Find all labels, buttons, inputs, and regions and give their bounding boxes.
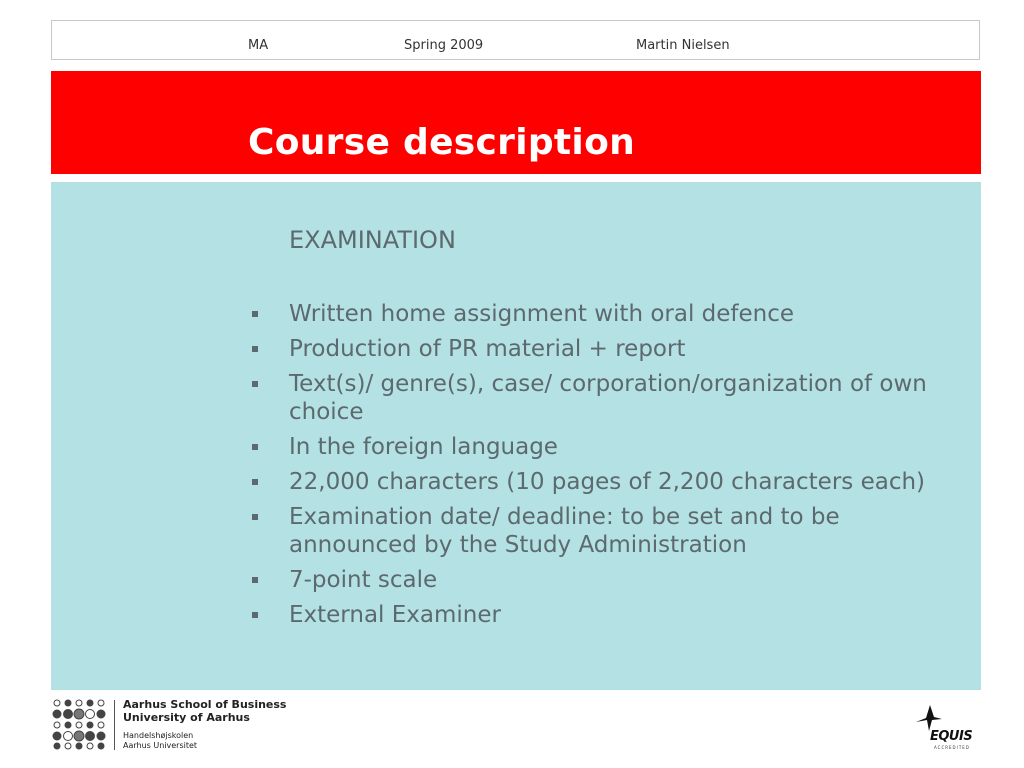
header-term: Spring 2009 (404, 38, 484, 53)
bullet-item (248, 468, 948, 496)
bullet-item (248, 566, 948, 594)
bullet-list (248, 300, 948, 636)
bullet-item (248, 503, 948, 559)
dots-logo-icon (51, 698, 107, 750)
square-bullet-icon (252, 612, 258, 618)
school-danish-line1: Handelshøjskolen (123, 731, 194, 740)
header-author: Martin Nielsen (636, 38, 730, 53)
school-name-line1: Aarhus School of Business (123, 698, 287, 711)
square-bullet-icon (252, 577, 258, 583)
square-bullet-icon (252, 381, 258, 387)
bullet-item (248, 433, 948, 461)
bullet-text: 7-point scale (289, 567, 438, 593)
bullet-text: 22,000 characters (10 pages of 2,200 characters each) (289, 469, 926, 495)
bullet-text: Examination date/ deadline: to be set and to be announced by the Study Administration (289, 504, 840, 558)
bullet-item (248, 300, 948, 328)
bullet-text: Production of PR material + report (289, 336, 686, 362)
square-bullet-icon (252, 444, 258, 450)
school-logo (51, 698, 311, 752)
bullet-text: Written home assignment with oral defence (289, 301, 795, 327)
equis-accredited: ACCREDITED (934, 745, 970, 750)
bullet-item (248, 335, 948, 363)
square-bullet-icon (252, 346, 258, 352)
school-danish-line2: Aarhus Universitet (123, 741, 198, 750)
bullet-text: Text(s)/ genre(s), case/ corporation/organization of own choice (289, 371, 927, 425)
content-panel (51, 182, 981, 690)
header-course: MA (248, 38, 269, 53)
bullet-text: In the foreign language (289, 434, 558, 460)
square-bullet-icon (252, 311, 258, 317)
bullet-text: External Examiner (289, 602, 501, 628)
slide-header (51, 20, 980, 60)
square-bullet-icon (252, 514, 258, 520)
bullet-item (248, 601, 948, 629)
equis-wordmark: EQUIS (930, 729, 973, 744)
logo-divider (114, 700, 115, 750)
bullet-item (248, 370, 948, 426)
title-band (51, 71, 981, 174)
slide-title: Course description (248, 122, 636, 163)
square-bullet-icon (252, 479, 258, 485)
school-name-line2: University of Aarhus (123, 711, 250, 724)
section-heading: EXAMINATION (289, 226, 456, 254)
equis-logo (912, 703, 978, 751)
